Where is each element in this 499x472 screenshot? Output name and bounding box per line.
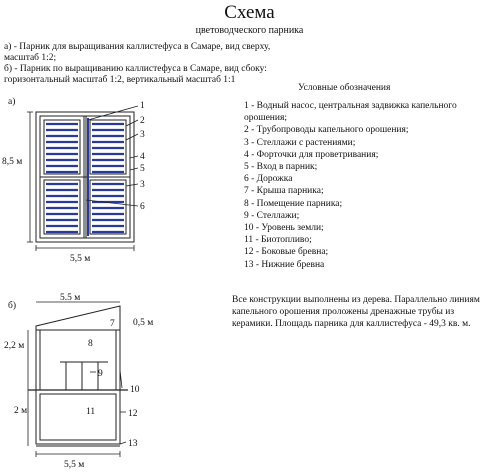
legend-item: 1 - Водный насос, центральная задвижка капельного орошения;: [244, 101, 457, 124]
legend-item: 8 - Помещение парника;: [244, 198, 343, 209]
fig-a-callout-4: 4: [140, 152, 145, 162]
fig-a-greenhouse-plan: [36, 112, 134, 242]
fig-a-width-label: 5,5 м: [70, 254, 91, 264]
legend-title: Условные обозначения: [298, 83, 391, 93]
fig-a-callout-3: 3: [140, 130, 145, 140]
fig-b-upper-height: 2,2 м: [4, 341, 25, 351]
roof: [36, 306, 120, 330]
leader-2: [126, 120, 138, 126]
construction-note: Все конструкции выполнены из дерева. Параллельно линиям капельного орошения проложены дренажные трубы из керамики. Площадь парника для каллистефуса - 49,3 кв. м.: [232, 295, 480, 329]
fig-a-label: а): [8, 97, 16, 107]
desc-a-line1: а) - Парник для выращивания каллистефуса в Самаре, вид сверху,: [4, 42, 271, 52]
pit-inner: [40, 394, 116, 440]
fig-b-callout-13: 13: [128, 439, 138, 449]
legend-item: 2 - Трубопроводы капельного орошения;: [244, 125, 409, 136]
legend-item: 11 - Биотопливо;: [244, 235, 312, 246]
diagram-subtitle: цветоводческого парника: [195, 25, 304, 36]
fig-a-callout-2: 2: [140, 116, 145, 126]
room-upper: [36, 330, 120, 390]
legend-item: 12 - Боковые бревна;: [244, 247, 329, 258]
legend-item: 4 - Форточки для проветривания;: [244, 149, 379, 160]
legend-item: 10 - Уровень земли;: [244, 223, 324, 234]
fig-b-bottom-width: 5,5 м: [64, 460, 85, 470]
legend-item: 13 - Нижние бревна: [244, 259, 325, 270]
diagram-title: Схема: [224, 2, 275, 23]
drip-pipes: [46, 124, 124, 232]
fig-b-dimensions: [28, 302, 120, 457]
legend-item: 7 - Крыша парника;: [244, 186, 324, 197]
fig-a-callout-3b: 3: [140, 180, 145, 190]
desc-b-line1: б) - Парник по выращиванию каллистефуса в Самаре, вид сбоку:: [4, 64, 267, 74]
leader-3b: [126, 184, 138, 186]
fig-b-callout-9: 9: [98, 369, 103, 379]
leader-13: [120, 442, 126, 444]
fig-b-roof-height: 0,5 м: [133, 318, 154, 328]
fig-b-callout-8: 8: [88, 339, 93, 349]
fig-a-callout-1: 1: [140, 101, 145, 111]
fig-b-callout-11: 11: [86, 407, 96, 417]
fig-b-label: б): [8, 301, 16, 311]
fig-a-callout-6: 6: [140, 202, 145, 212]
desc-a-line2: масштаб 1:2;: [4, 53, 57, 63]
legend-item: 6 - Дорожка: [244, 174, 293, 185]
fig-b-callout-10: 10: [130, 385, 140, 395]
fig-a-height-label: 8,5 м: [2, 157, 23, 167]
pit: [36, 390, 120, 444]
legend-item: 9 - Стеллажи;: [244, 210, 300, 221]
legend-item: 5 - Вход в парник;: [244, 162, 318, 173]
leader-3: [126, 134, 138, 140]
desc-b-line2: горизонтальный масштаб 1:2, вертикальный масштаб 1:1: [4, 75, 236, 85]
fig-a-callout-5: 5: [140, 164, 145, 174]
legend-item: 3 - Стеллажи с растениями;: [244, 137, 356, 148]
fig-b-lower-height: 2 м: [14, 406, 28, 416]
fig-b-top-width: 5.5 м: [60, 293, 81, 303]
fig-b-leaders: [90, 370, 126, 444]
fig-b-callout-7: 7: [110, 319, 115, 329]
fig-b-callout-12: 12: [128, 409, 138, 419]
